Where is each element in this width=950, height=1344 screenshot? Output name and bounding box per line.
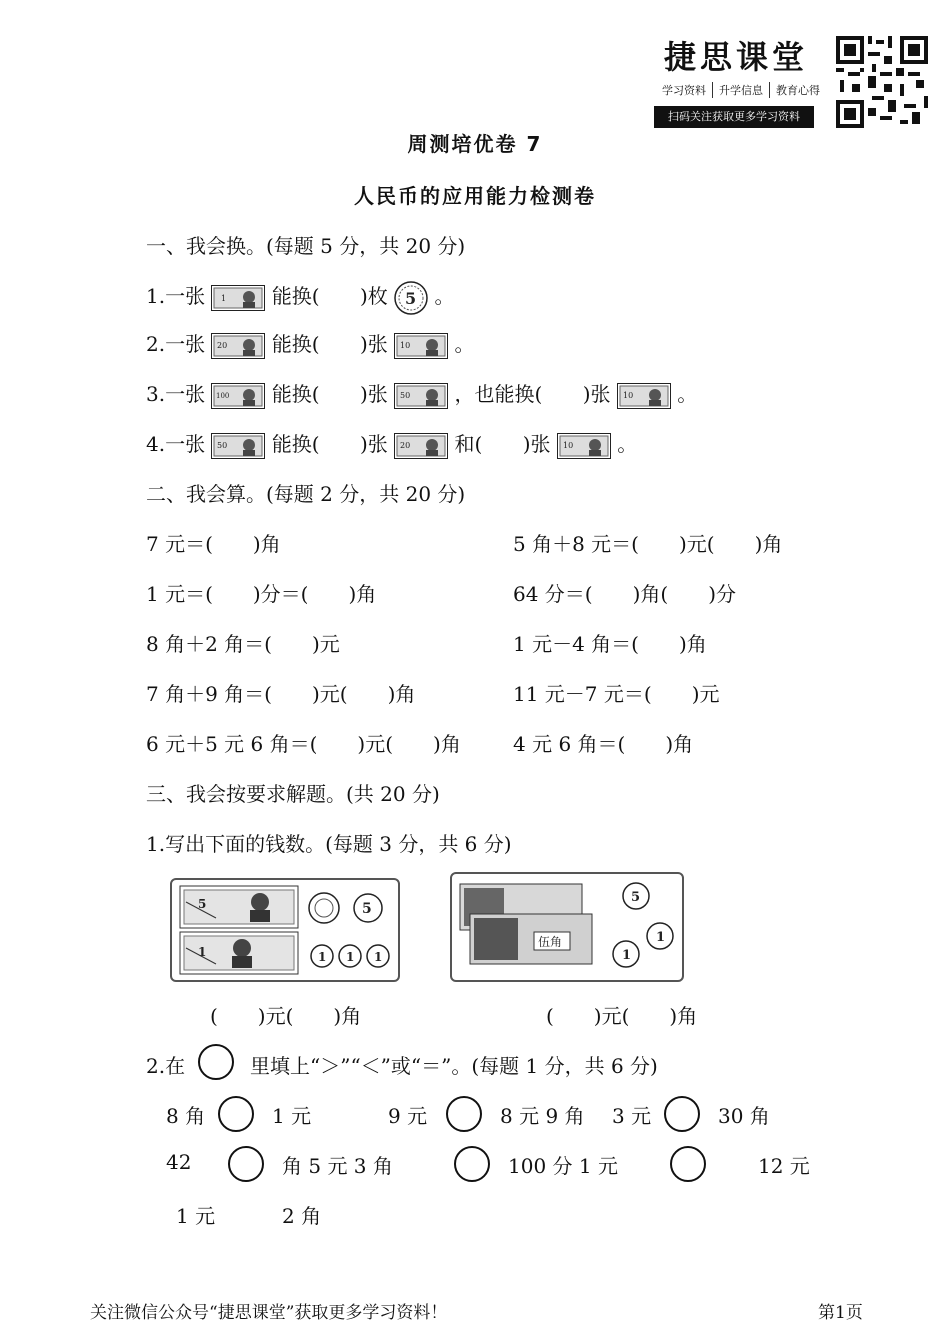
q-text: 能换( — [271, 432, 320, 456]
qr-code-icon — [836, 36, 928, 128]
section2-heading: 二、我会算。(每题 2 分，共 20 分) — [146, 482, 466, 506]
answer-blank-1: ( )元( )角 — [210, 1004, 362, 1028]
compare-circle[interactable] — [454, 1146, 490, 1182]
svg-text:20: 20 — [400, 440, 411, 450]
compare-term: 角 5 元 3 角 — [282, 1154, 393, 1178]
section3-q2-intro-b: 里填上“＞”“＜”或“＝”。(每题 1 分，共 6 分) — [250, 1054, 658, 1078]
q-text: 。 — [454, 332, 475, 356]
compare-term: 1 元 — [272, 1104, 312, 1128]
svg-text:50: 50 — [400, 390, 411, 400]
svg-text:1: 1 — [221, 293, 227, 303]
coin-value: 1 — [374, 950, 383, 964]
compare-term: 8 元 9 角 — [500, 1104, 585, 1128]
compare-circle[interactable] — [218, 1096, 254, 1132]
banknote-10-yuan-icon — [394, 333, 448, 359]
compare-term: 8 角 — [166, 1104, 206, 1128]
note-value: 5 — [198, 897, 207, 911]
compare-circle[interactable] — [670, 1146, 706, 1182]
section3-q1-heading: 1.写出下面的钱数。(每题 3 分，共 6 分) — [146, 832, 512, 856]
q-text: )张 — [522, 432, 551, 456]
q-text: )张 — [359, 332, 388, 356]
svg-text:5: 5 — [405, 288, 417, 308]
coin-flower-icon — [309, 893, 339, 923]
page-number: 第1页 — [818, 1303, 863, 1323]
banknote-100-yuan-icon — [211, 383, 265, 409]
brand-name: 捷思课堂 — [664, 38, 809, 76]
compare-term: 1 元 — [176, 1204, 216, 1228]
q-text: 4.一张 — [146, 432, 206, 456]
money-picture-1 — [170, 878, 400, 982]
q-text: 2.一张 — [146, 332, 206, 356]
calc-item: 7 元＝( )角 — [146, 532, 281, 556]
page-subtitle: 人民币的应用能力检测卷 — [354, 184, 596, 208]
compare-circle-example — [198, 1044, 234, 1080]
calc-item: 64 分＝( )角( )分 — [513, 582, 737, 606]
calc-item: 7 角＋9 角＝( )元( )角 — [146, 682, 416, 706]
q-text: )张 — [359, 382, 388, 406]
calc-item: 5 角＋8 元＝( )元( )角 — [513, 532, 783, 556]
brand-slogan: 扫码关注获取更多学习资料 — [654, 106, 814, 128]
calc-item: 1 元－4 角＝( )角 — [513, 632, 707, 656]
money-picture-2 — [450, 872, 684, 982]
banknote-10-yuan-icon — [557, 433, 611, 459]
compare-circle[interactable] — [228, 1146, 264, 1182]
coin-value: 1 — [656, 930, 666, 945]
brand-header — [652, 28, 820, 132]
q-text: 。 — [677, 382, 698, 406]
banknote-5-jiao-icon — [470, 914, 592, 964]
section1-heading: 一、我会换。(每题 5 分，共 20 分) — [146, 234, 466, 258]
compare-circle[interactable] — [664, 1096, 700, 1132]
coin-value: 5 — [631, 890, 641, 905]
banknote-20-yuan-icon — [394, 433, 448, 459]
banknote-1-yuan-icon — [211, 285, 265, 311]
money-picture-1-art — [172, 880, 398, 980]
q-text: 3.一张 — [146, 382, 206, 406]
compare-term: 9 元 — [388, 1104, 428, 1128]
calc-item: 8 角＋2 角＝( )元 — [146, 632, 340, 656]
q-text: )张 — [582, 382, 611, 406]
q-text: 。 — [617, 432, 638, 456]
answer-blank-2: ( )元( )角 — [546, 1004, 698, 1028]
compare-circle[interactable] — [446, 1096, 482, 1132]
question-1-1 — [146, 280, 455, 315]
note-value: 1 — [198, 945, 207, 959]
page-title: 周测培优卷 7 — [407, 132, 543, 156]
calc-item: 11 元－7 元＝( )元 — [513, 682, 720, 706]
compare-term: 12 元 — [758, 1154, 810, 1178]
coin-value: 5 — [362, 901, 372, 917]
q-text: 能换( — [271, 382, 320, 406]
compare-term: 100 分 1 元 — [508, 1154, 618, 1178]
coin-value: 1 — [622, 948, 632, 963]
calc-item: 1 元＝( )分＝( )角 — [146, 582, 377, 606]
brand-tags — [656, 82, 826, 98]
svg-text:100: 100 — [216, 391, 230, 400]
coin-5-jiao-icon — [394, 281, 428, 315]
compare-term: 30 角 — [718, 1104, 770, 1128]
compare-term: 2 角 — [282, 1204, 322, 1228]
banknote-10-yuan-icon — [617, 383, 671, 409]
section3-heading: 三、我会按要求解题。(共 20 分) — [146, 782, 440, 806]
svg-text:10: 10 — [562, 440, 574, 450]
question-1-4 — [146, 428, 637, 459]
brand-tag: 学习资料 — [656, 82, 713, 98]
note-label: 伍角 — [538, 935, 563, 949]
svg-text:10: 10 — [400, 340, 411, 350]
q-text: 。 — [434, 284, 455, 308]
question-1-3 — [146, 378, 697, 409]
q-text: 能换( — [271, 284, 320, 308]
footer-note: 关注微信公众号“捷思课堂”获取更多学习资料！ — [90, 1303, 448, 1323]
q-text: )张 — [359, 432, 388, 456]
svg-text:50: 50 — [217, 440, 228, 450]
section3-q2-intro-a: 2.在 — [146, 1054, 186, 1078]
q-text: 1.一张 — [146, 284, 206, 308]
svg-text:20: 20 — [217, 340, 228, 350]
brand-tag: 升学信息 — [713, 82, 770, 98]
q-text: 和( — [454, 432, 483, 456]
calc-item: 6 元＋5 元 6 角＝( )元( )角 — [146, 732, 461, 756]
q-text: ，也能换( — [454, 382, 543, 406]
money-picture-2-art — [452, 874, 682, 980]
compare-term: 42 — [166, 1150, 192, 1174]
q-text: )枚 — [359, 284, 388, 308]
banknote-20-yuan-icon — [211, 333, 265, 359]
svg-text:10: 10 — [622, 390, 634, 400]
banknote-50-yuan-icon — [211, 433, 265, 459]
compare-term: 3 元 — [612, 1104, 652, 1128]
question-1-2 — [146, 328, 475, 359]
brand-tag: 教育心得 — [776, 84, 820, 97]
coin-value: 1 — [346, 950, 355, 964]
q-text: 能换( — [271, 332, 320, 356]
calc-item: 4 元 6 角＝( )角 — [513, 732, 694, 756]
coin-value: 1 — [318, 950, 327, 964]
banknote-50-yuan-icon — [394, 383, 448, 409]
